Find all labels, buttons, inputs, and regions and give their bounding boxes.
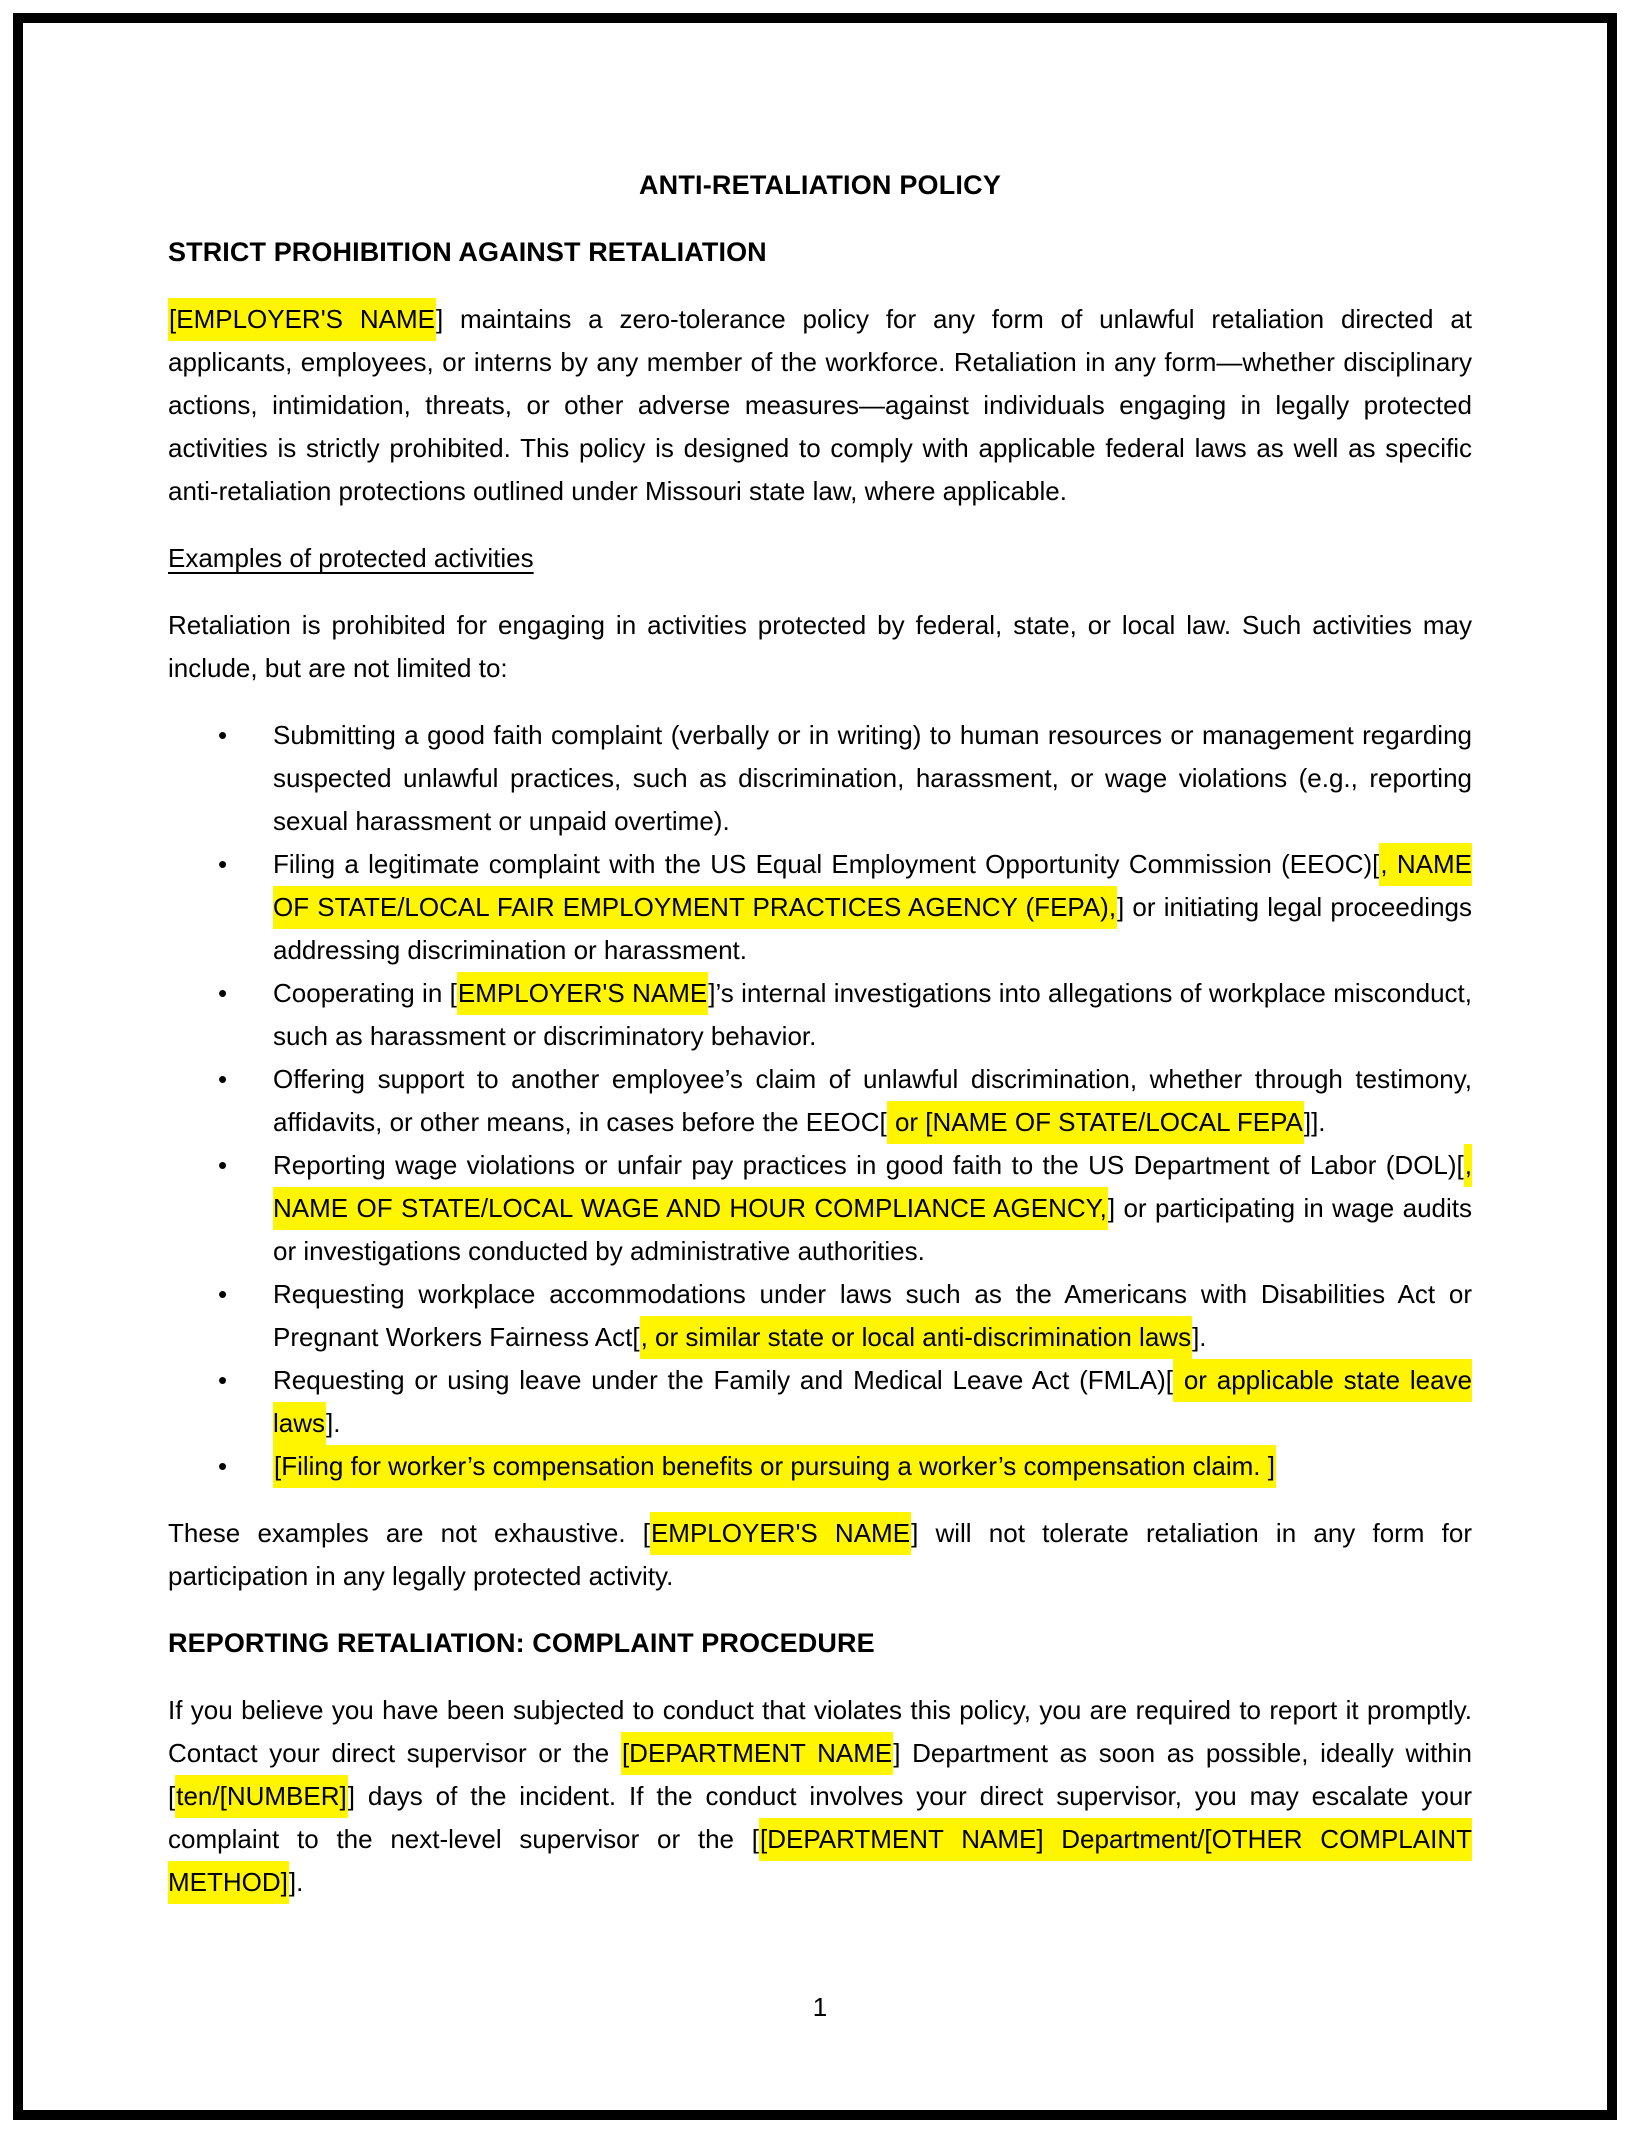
text-run: ]]. [1303, 1107, 1326, 1137]
highlighted-placeholder: or applicable state leave laws [273, 1359, 1472, 1445]
text-run: ]. [326, 1408, 341, 1438]
subheading-examples-of-protected-activities: Examples of protected activities [168, 543, 534, 573]
highlighted-placeholder: [DEPARTMENT NAME] Department/[OTHER COMPLAINT METHOD] [168, 1818, 1472, 1904]
intro-paragraph [168, 298, 1472, 513]
page-number: 1 [812, 1992, 828, 2022]
text-run: Offering support to another employee’s claim of unlawful discrimination, whether through testimony, affidavits, or other means, in cases before the EEOC[ [273, 1064, 1472, 1137]
text-run: ] maintains a zero-tolerance policy for any form of unlawful retaliation directed at applicants, employees, or interns by any member of the workforce. Retaliation in any form—whether disciplinary actions, intimidation, threats, or other adverse measures—against individuals engaging in legally protected activities is strictly prohibited. This policy is designed to comply with applicable federal laws as well as specific anti-retaliation protections outlined under Missouri state law, where applicable. [168, 304, 1473, 506]
document-title: ANTI-RETALIATION POLICY [638, 170, 1002, 200]
highlighted-placeholder: [DEPARTMENT NAME [621, 1732, 893, 1775]
protected-activities-list [168, 714, 1472, 1488]
highlighted-placeholder: , NAME OF STATE/LOCAL WAGE AND HOUR COMPLIANCE AGENCY, [273, 1144, 1472, 1230]
text-run: Requesting or using leave under the Family and Medical Leave Act (FMLA)[ [273, 1365, 1173, 1395]
highlighted-placeholder: EMPLOYER'S NAME [650, 1512, 911, 1555]
protected-activity-item [168, 1144, 1472, 1273]
text-run: ] Department as soon as possible, ideally within [ [168, 1738, 1472, 1811]
text-run: ]. [1192, 1322, 1207, 1352]
highlighted-placeholder: or [NAME OF STATE/LOCAL FEPA [887, 1101, 1304, 1144]
text-run: These examples are not exhaustive. [ [168, 1518, 650, 1548]
text-run: Reporting wage violations or unfair pay practices in good faith to the US Department of Labor (DOL)[ [273, 1150, 1464, 1180]
highlighted-placeholder: [EMPLOYER'S NAME [168, 298, 436, 341]
text-run: Submitting a good faith complaint (verbally or in writing) to human resources or management regarding suspected unlawful practices, such as discrimination, harassment, or wage violations (e.g., reporting sexual harassment or unpaid overtime). [273, 720, 1472, 836]
section-heading-strict-prohibition: STRICT PROHIBITION AGAINST RETALIATION [168, 237, 767, 267]
protected-activity-item [168, 714, 1472, 843]
protected-activity-item [168, 1058, 1472, 1144]
protected-activity-item [168, 1445, 1472, 1488]
section-heading-reporting-retaliation: REPORTING RETALIATION: COMPLAINT PROCEDURE [168, 1628, 875, 1658]
highlighted-placeholder: ten/[NUMBER] [175, 1775, 348, 1818]
text-run: Requesting workplace accommodations under laws such as the Americans with Disabilities Act or Pregnant Workers Fairness Act[ [273, 1279, 1472, 1352]
text-run: ] days of the incident. If the conduct involves your direct supervisor, you may escalate your complaint to the next-level supervisor or the [ [168, 1781, 1472, 1854]
highlighted-placeholder: , NAME OF STATE/LOCAL FAIR EMPLOYMENT PRACTICES AGENCY (FEPA), [273, 843, 1472, 929]
page-content [168, 164, 1472, 1928]
text-run: If you believe you have been subjected to conduct that violates this policy, you are required to report it promptly. Contact your direct supervisor or the [168, 1695, 1472, 1768]
protected-activity-item [168, 1273, 1472, 1359]
examples-intro-paragraph: Retaliation is prohibited for engaging in activities protected by federal, state, or local law. Such activities may include, but are not limited to: [168, 610, 1472, 683]
text-run: ] or participating in wage audits or investigations conducted by administrative authorities. [273, 1193, 1472, 1266]
protected-activity-item [168, 1359, 1472, 1445]
highlighted-placeholder: [Filing for worker’s compensation benefits or pursuing a worker’s compensation claim. ] [273, 1445, 1276, 1488]
highlighted-placeholder: , or similar state or local anti-discrimination laws [640, 1316, 1193, 1359]
text-run: ]’s internal investigations into allegations of workplace misconduct, such as harassment or discriminatory behavior. [273, 978, 1472, 1051]
protected-activity-item [168, 843, 1472, 972]
closing-paragraph [168, 1512, 1472, 1598]
text-run: Filing a legitimate complaint with the US Equal Employment Opportunity Commission (EEOC)[ [273, 849, 1380, 879]
highlighted-placeholder: EMPLOYER'S NAME [457, 972, 708, 1015]
text-run: ] or initiating legal proceedings addressing discrimination or harassment. [273, 892, 1472, 965]
text-run: Cooperating in [ [273, 978, 457, 1008]
text-run: ] will not tolerate retaliation in any form for participation in any legally protected activity. [168, 1518, 1473, 1591]
text-run: ]. [288, 1867, 304, 1897]
reporting-paragraph [168, 1689, 1472, 1904]
protected-activity-item [168, 972, 1472, 1058]
